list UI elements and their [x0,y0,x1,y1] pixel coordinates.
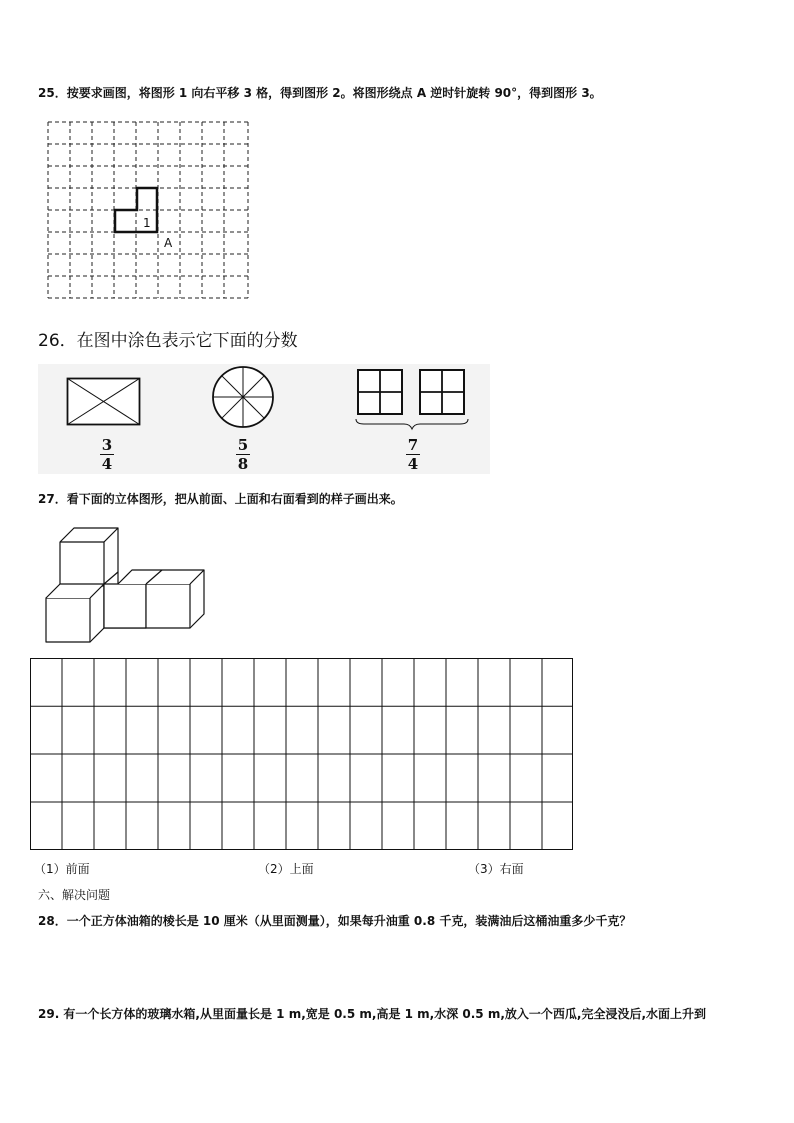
q25-text: 25．按要求画图，将图形 1 向右平移 3 格，得到图形 2。将图形绕点 A 逆时针旋转 90°，得到图形 3。 [38,86,602,100]
q27-answer-grid [30,658,575,854]
q27-text: 27．看下面的立体图形，把从前面、上面和右面看到的样子画出来。 [38,492,403,506]
q25-figure-1 [115,188,157,232]
q25-dashed-grid [48,122,250,302]
fraction-denominator: 8 [237,455,249,473]
q26-squares-figure [356,368,472,430]
q27-caption-right: （3）右面 [468,862,524,876]
q28-text: 28．一个正方体油箱的棱长是 10 厘米（从里面测量），如果每升油重 0.8 千克，装满油后这桶油重多少千克？ [38,914,632,928]
fraction-denominator: 4 [101,455,113,473]
q25-shape-label: 1 [143,216,151,230]
fraction-numerator: 7 [407,436,419,454]
q27-caption-top: （2）上面 [258,862,314,876]
q26-fraction-3 [406,437,420,472]
q26-fraction-2 [236,437,250,472]
q26-rectangle-figure [67,378,141,428]
fraction-denominator: 4 [407,455,419,473]
q29-text: 29. 有一个长方体的玻璃水箱,从里面量长是 1 m,宽是 0.5 m,高是 1 m,水深 0.5 m,放入一个西瓜,完全浸没后,水面上升到 [38,1007,707,1021]
fraction-numerator: 3 [101,436,113,454]
q26-fraction-1 [100,437,114,472]
section-6-title: 六、解决问题 [38,888,111,902]
q27-cube-solid [44,526,210,644]
q25-point-a-label: A [164,236,173,250]
q26-text: 26．在图中涂色表示它下面的分数 [38,331,298,351]
fraction-numerator: 5 [237,436,249,454]
q26-circle-figure [212,366,276,430]
q27-caption-front: （1）前面 [34,862,90,876]
